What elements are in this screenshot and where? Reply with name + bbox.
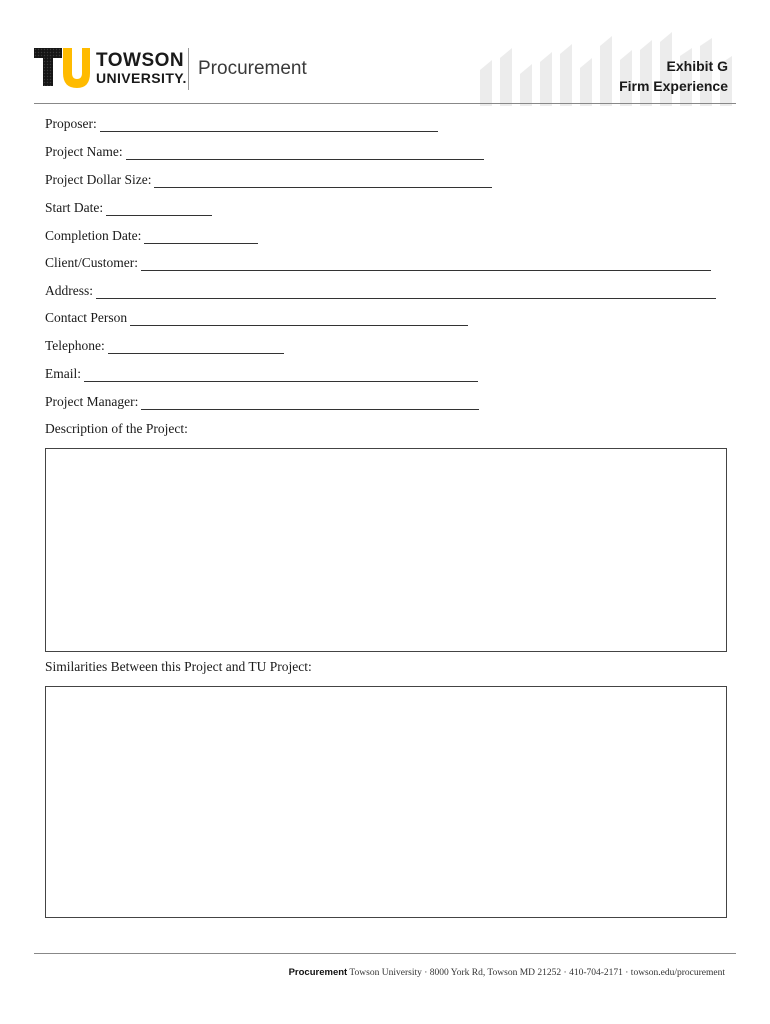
- completion-date-label: Completion Date:: [45, 228, 142, 243]
- project-dollar-size-field: [45, 172, 492, 188]
- logo-divider: [188, 48, 189, 90]
- contact-person-label: Contact Person: [45, 310, 128, 325]
- client-customer-field: [45, 255, 711, 271]
- university-wordmark: [96, 51, 187, 86]
- footer-contact: Towson University · 8000 York Rd, Towson MD 21252 · 410-704-2171 · towson.edu/procurement: [349, 968, 725, 978]
- logo-line-2: UNIVERSITY.: [96, 70, 187, 86]
- logo-line-1: TOWSON: [96, 50, 185, 71]
- description-textbox[interactable]: [45, 448, 727, 652]
- telephone-blank[interactable]: [108, 341, 284, 354]
- proposer-label: Proposer:: [45, 116, 97, 131]
- footer-rule: [34, 953, 736, 954]
- department-name: Procurement: [198, 58, 307, 79]
- project-dollar-size-blank[interactable]: [154, 175, 492, 188]
- tu-logo-icon: [34, 48, 90, 88]
- email-field: [45, 366, 478, 382]
- address-label: Address:: [45, 283, 93, 298]
- page-footer: [289, 967, 725, 978]
- contact-person-field: [45, 310, 468, 326]
- telephone-label: Telephone:: [45, 338, 105, 353]
- towson-logo: [34, 48, 324, 92]
- project-name-label: Project Name:: [45, 144, 123, 159]
- start-date-field: [45, 200, 212, 216]
- exhibit-title: Exhibit G: [666, 58, 728, 74]
- proposer-blank[interactable]: [100, 119, 438, 132]
- start-date-blank[interactable]: [106, 203, 212, 216]
- email-blank[interactable]: [84, 369, 478, 382]
- project-manager-field: [45, 394, 479, 410]
- email-label: Email:: [45, 366, 81, 381]
- client-customer-label: Client/Customer:: [45, 255, 138, 270]
- similarities-textbox[interactable]: [45, 686, 727, 918]
- address-blank[interactable]: [96, 286, 716, 299]
- exhibit-heading: [619, 56, 728, 96]
- project-name-blank[interactable]: [126, 147, 484, 160]
- exhibit-subtitle: Firm Experience: [619, 78, 728, 94]
- completion-date-field: [45, 228, 258, 244]
- description-label: Description of the Project:: [45, 421, 188, 436]
- project-name-field: [45, 144, 484, 160]
- contact-person-blank[interactable]: [130, 313, 468, 326]
- header-rule: [34, 103, 736, 104]
- telephone-field: [45, 338, 284, 354]
- similarities-section-title: [45, 659, 312, 675]
- project-dollar-size-label: Project Dollar Size:: [45, 172, 152, 187]
- similarities-label: Similarities Between this Project and TU Project:: [45, 659, 312, 674]
- description-section-title: [45, 421, 188, 437]
- client-customer-blank[interactable]: [141, 258, 711, 271]
- project-manager-label: Project Manager:: [45, 394, 139, 409]
- address-field: [45, 283, 716, 299]
- completion-date-blank[interactable]: [144, 231, 258, 244]
- page-header: [0, 0, 770, 104]
- footer-department: Procurement: [288, 967, 348, 978]
- proposer-field: [45, 116, 438, 132]
- start-date-label: Start Date:: [45, 200, 104, 215]
- project-manager-blank[interactable]: [141, 397, 479, 410]
